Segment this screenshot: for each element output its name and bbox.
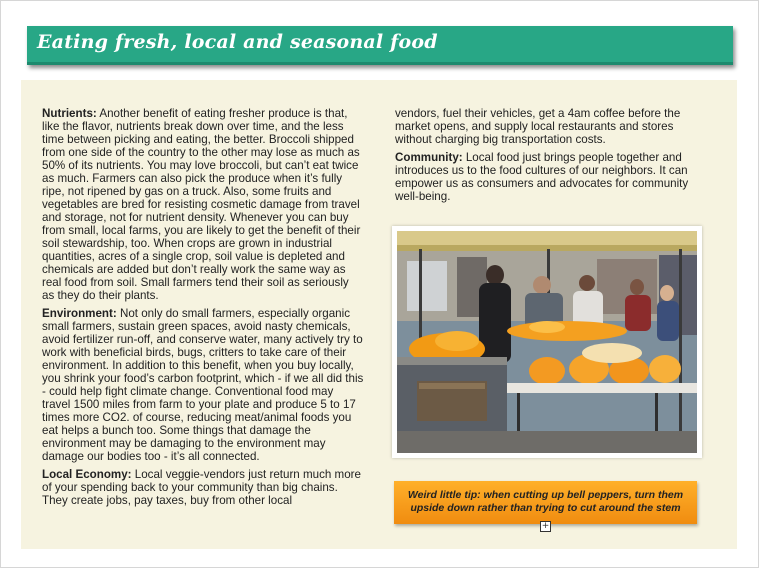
nutrients-heading: Nutrients: — [42, 107, 97, 120]
farmers-market-photo — [397, 231, 697, 453]
nutrients-body: Another benefit of eating fresher produce is that, like the flavor, nutrients break down over time, and the less time between picking and eating, the better. Broccoli shipped from one side of the country to the other may lose as much as 50% of its nutrients. You may love broccoli, but can’t eat twice as much. Farmers can also pick the produce when it’s fully ripe, not ripened by gas on a truck. Also, some fruits and vegetables are bred for resisting cosmetic damage from travel and storage, not for nutrient density. Whenever you can buy from small, local farms, you are likely to get the benefit of their soil stewardship, too. When crops are grown in industrial quantities, acres of a single crop, soil value is depleted and chemicals are added but don’t really work the same way as real food from soil. Small farmers tend their soil as seriously as they do their plants. — [42, 107, 361, 302]
nutrients-paragraph — [42, 107, 364, 302]
local-economy-body-left: Local veggie-vendors just return much more of your spending back to your community than big chains. They create jobs, pay taxes, buy from other local — [42, 468, 361, 507]
community-paragraph — [395, 151, 713, 203]
local-economy-paragraph — [42, 468, 364, 507]
title-banner — [27, 26, 733, 65]
tip-text: Weird little tip: when cutting up bell peppers, turn them upside down rather than trying to cut around the stem — [407, 489, 684, 514]
community-heading: Community: — [395, 151, 463, 164]
left-column — [42, 107, 364, 512]
tip-box[interactable] — [394, 481, 697, 524]
environment-heading: Environment: — [42, 307, 117, 320]
community-body: Local food just brings people together and introduces us to the food cultures of our neighbors. It can empower us as consumers and advocates for community well-being. — [395, 151, 689, 203]
right-column — [395, 107, 713, 208]
local-economy-heading: Local Economy: — [42, 468, 132, 481]
move-handle-icon[interactable]: + — [541, 521, 550, 531]
local-economy-continued: vendors, fuel their vehicles, get a 4am coffee before the market opens, and supply local restaurants and stores without charging big transportation costs. — [395, 107, 681, 146]
market-photo-frame[interactable] — [392, 226, 702, 458]
environment-paragraph — [42, 307, 364, 463]
environment-body: Not only do small farmers, especially organic small farmers, sustain green spaces, avoid nasty chemicals, avoid fertilizer run-off, and conserve water, many actively try to work with beneficial birds, bugs, critters to take care of their environment. In addition to this benefit, when you buy locally, you shrink your food’s carbon footprint, which - if we all did this - could help fight climate change. Conventional food may travel 1500 miles from farm to your plate and produce 5 to 17 times more CO2. of course, reducing meat/animal foods you eat helps a bunch too. Some things that damage the environment may be damaging to the environment may damage our bodies too - it’s all connected. — [42, 307, 364, 463]
page-title: Eating fresh, local and seasonal food — [37, 31, 438, 53]
